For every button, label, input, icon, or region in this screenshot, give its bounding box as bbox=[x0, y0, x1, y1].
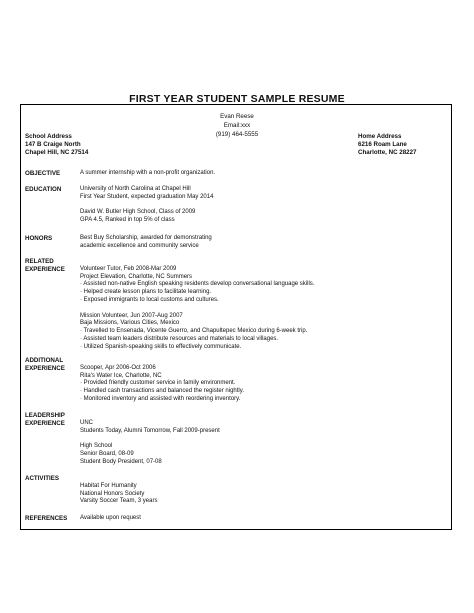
entry-line: · Exposed immigrants to local customs and cultures. bbox=[80, 296, 219, 303]
section-body-objective bbox=[80, 170, 440, 178]
school-address bbox=[25, 133, 88, 156]
entry-line: Volunteer Tutor, Feb 2008-Mar 2009 bbox=[80, 265, 177, 272]
entry-block bbox=[80, 475, 440, 506]
entry-line: Rita's Water Ice, Charlotte, NC bbox=[80, 372, 162, 379]
entry-line: · Assisted non-native English speaking residents develop conversational language skills. bbox=[80, 281, 315, 288]
entry-line: Students Today, Alumni Tomorrow, Fall 2009-present bbox=[80, 427, 220, 434]
entry-line: · Helped create lesson plans to facilitate learning. bbox=[80, 289, 212, 296]
section-label-references bbox=[25, 515, 67, 523]
section-label-line: ACTIVITIES bbox=[25, 475, 60, 482]
entry-line bbox=[80, 357, 440, 365]
entry-line bbox=[80, 412, 440, 420]
entry-block bbox=[80, 258, 440, 305]
section-label-honors bbox=[25, 235, 52, 243]
entry-line: Scooper, Apr 2006-Oct 2006 bbox=[80, 364, 156, 371]
entry-line: · Travelled to Ensenada, Vicente Guerro, and Chapultepec Mexico during 6-week trip. bbox=[80, 328, 308, 335]
entry-block bbox=[80, 443, 440, 466]
entry-line: Baja Missions, Various Cities, Mexico bbox=[80, 320, 180, 327]
home-address-line: Home Address bbox=[358, 133, 402, 140]
entry-line: Habitat For Humanity bbox=[80, 482, 137, 489]
section-label-line: LEADERSHIP bbox=[25, 412, 65, 419]
section-body-additional bbox=[80, 357, 440, 404]
school-address-line: School Address bbox=[25, 133, 72, 140]
entry-line: · Assisted team leaders distribute resources and materials to local villages. bbox=[80, 335, 279, 342]
entry-block bbox=[80, 235, 440, 251]
email-line: Email:xxx bbox=[223, 122, 251, 129]
entry-line: · Monitored inventory and assisted with reordering inventory. bbox=[80, 395, 241, 402]
section-body-references bbox=[80, 515, 440, 523]
section-label-objective bbox=[25, 170, 60, 178]
entry-line: · Handled cash transactions and balanced the register nightly. bbox=[80, 388, 244, 395]
section-label-leadership bbox=[25, 412, 65, 428]
school-address-line: Chapel Hill, NC 27514 bbox=[25, 148, 89, 156]
section-label-line: EXPERIENCE bbox=[25, 364, 65, 372]
section-body-leadership bbox=[80, 412, 440, 467]
entry-block bbox=[80, 412, 440, 435]
entry-block bbox=[80, 357, 440, 404]
section-label-line: REFERENCES bbox=[25, 515, 68, 522]
school-address-line: 147 B Craige North bbox=[25, 140, 81, 148]
section-label-line: EXPERIENCE bbox=[25, 265, 65, 273]
entry-line: High School bbox=[80, 443, 113, 450]
section-label-related bbox=[25, 258, 65, 274]
entry-line: First Year Student, expected graduation May 2014 bbox=[80, 193, 214, 200]
section-body-related bbox=[80, 258, 440, 352]
entry-block bbox=[80, 186, 440, 202]
entry-line: Varsity Soccer Team, 3 years bbox=[80, 498, 158, 505]
entry-line: Available upon request bbox=[80, 515, 141, 521]
section-label-line: OBJECTIVE bbox=[25, 170, 61, 177]
entry-line bbox=[80, 475, 440, 483]
entry-line: · Provided friendly customer service in family environment. bbox=[80, 380, 236, 387]
entry-line: National Honors Society bbox=[80, 490, 145, 497]
entry-line: Mission Volunteer, Jun 2007-Aug 2007 bbox=[80, 312, 183, 319]
section-body-activities bbox=[80, 475, 440, 506]
entry-line: GPA 4.5, Ranked in top 5% of class bbox=[80, 217, 175, 224]
phone-line: (919) 464-5555 bbox=[215, 131, 259, 138]
entry-line bbox=[80, 258, 440, 266]
entry-line: UNC bbox=[80, 419, 93, 426]
entry-block bbox=[80, 313, 440, 352]
page-title: FIRST YEAR STUDENT SAMPLE RESUME bbox=[129, 93, 345, 105]
section-body-honors bbox=[80, 235, 440, 251]
home-address-line: 6216 Roam Lane bbox=[358, 140, 407, 148]
section-label-line: EDUCATION bbox=[25, 186, 62, 193]
home-address bbox=[358, 133, 416, 156]
entry-line: academic excellence and community service bbox=[80, 242, 199, 249]
section-label-additional bbox=[25, 357, 65, 373]
section-label-line: ADDITIONAL bbox=[25, 357, 64, 364]
entry-block bbox=[80, 209, 440, 225]
entry-block bbox=[80, 515, 440, 523]
section-label-activities bbox=[25, 475, 59, 483]
applicant-name: Evan Reese bbox=[220, 113, 254, 120]
entry-line: · Utilized Spanish-speaking skills to effectively communicate. bbox=[80, 343, 242, 350]
section-label-line: HONORS bbox=[25, 235, 53, 242]
entry-line: University of North Carolina at Chapel Hill bbox=[80, 186, 191, 192]
section-body-education bbox=[80, 186, 440, 225]
entry-line: David W. Butler High School, Class of 2009 bbox=[80, 209, 196, 216]
entry-block bbox=[80, 170, 440, 178]
home-address-line: Charlotte, NC 28227 bbox=[358, 148, 417, 156]
entry-line: Project Elevation, Charlotte, NC Summers bbox=[80, 273, 193, 280]
entry-line: Senior Board, 08-09 bbox=[80, 450, 134, 457]
entry-line: A summer internship with a non-profit organization. bbox=[80, 170, 216, 176]
entry-line: Best Buy Scholarship, awarded for demonstrating bbox=[80, 235, 212, 241]
section-label-line: RELATED bbox=[25, 258, 54, 265]
entry-line: Student Body President, 07-08 bbox=[80, 458, 162, 465]
section-label-line: EXPERIENCE bbox=[25, 419, 65, 427]
section-label-education bbox=[25, 186, 61, 194]
